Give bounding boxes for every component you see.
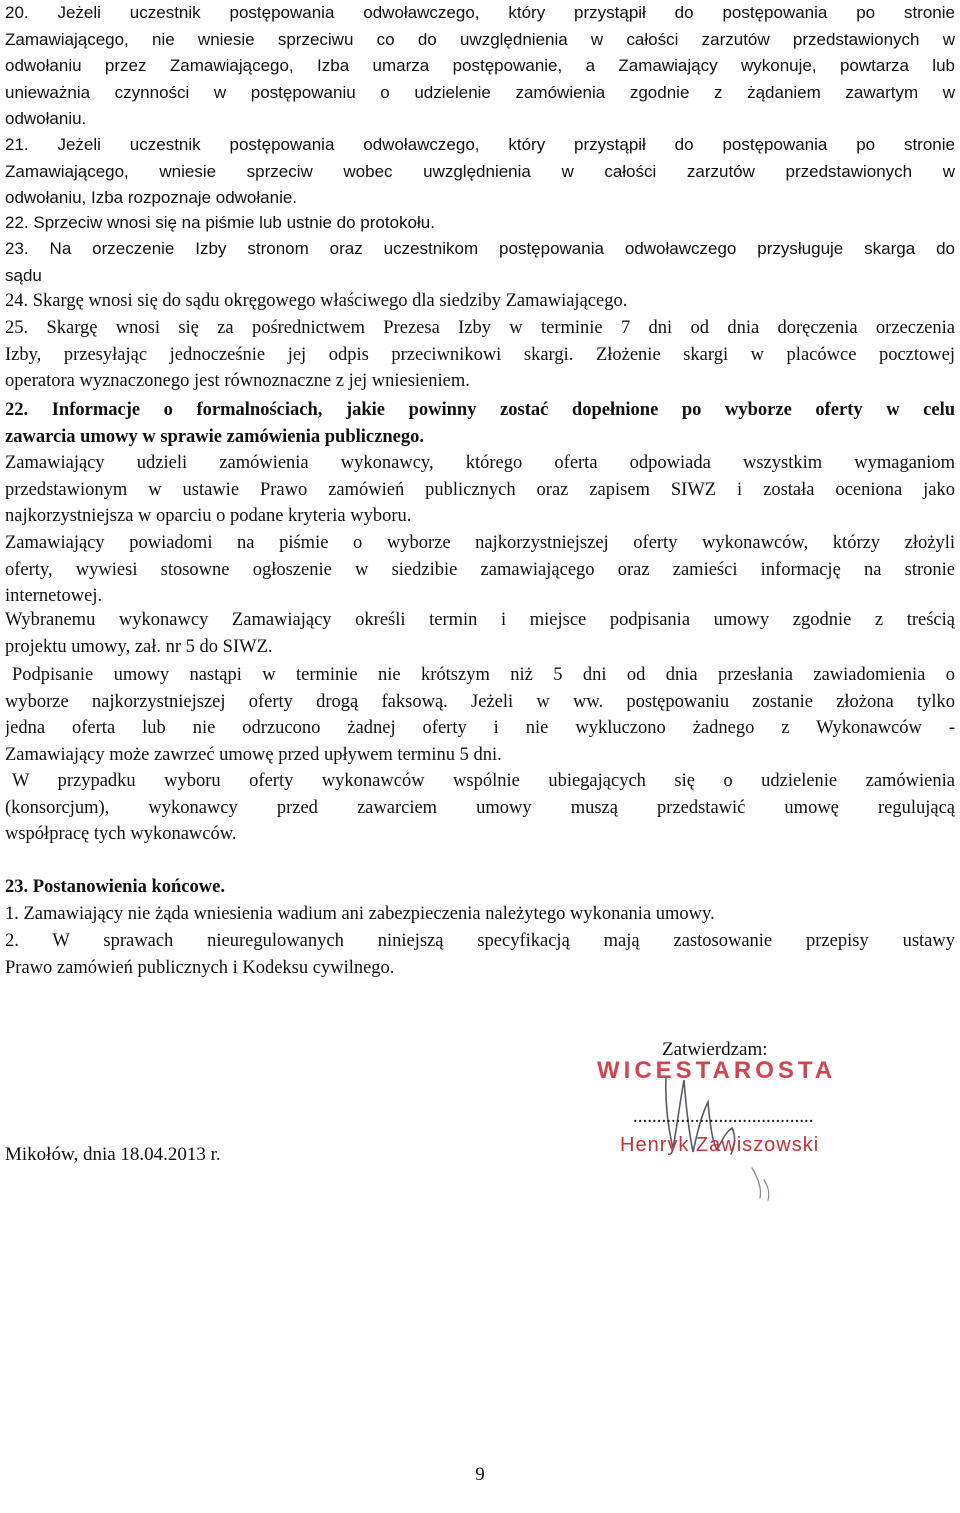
paragraph	[5, 450, 955, 530]
paragraph	[5, 901, 955, 928]
paragraph	[5, 210, 955, 237]
paragraph	[5, 928, 955, 981]
text-line: 22. Informacje o formalnościach, jakie powinny zostać dopełnione po wyborze oferty w celu	[5, 400, 955, 420]
approval-label: Zatwierdzam:	[662, 1039, 768, 1060]
text-line: 24. Skargę wnosi się do sądu okręgowego właściwego dla siedziby Zamawiającego.	[5, 291, 628, 311]
text-line: internetowej.	[5, 586, 103, 606]
paragraph	[5, 768, 955, 848]
text-line: 22. Sprzeciw wnosi się na piśmie lub ustnie do protokołu.	[5, 213, 435, 232]
paragraph	[5, 315, 955, 395]
office-stamp: WICESTAROSTA	[597, 1057, 837, 1084]
signer-name: Henryk Zawiszowski	[620, 1134, 820, 1156]
page-number: 9	[475, 1464, 485, 1485]
text-line: zawarcia umowy w sprawie zamówienia publicznego.	[5, 426, 424, 447]
text-line: Wybranemu wykonawcy Zamawiający określi termin i miejsce podpisania umowy zgodnie z treścią	[5, 610, 955, 630]
signature-line: ......................................	[633, 1106, 814, 1127]
signature-flourish	[752, 1168, 769, 1200]
text-line: przedstawionym w ustawie Prawo zamówień publicznych oraz zapisem SIWZ i została oceniona jako	[5, 479, 955, 500]
text-line: 23. Na orzeczenie Izby stronom oraz uczestnikom postępowania odwoławczego przysługuje skarga do	[5, 239, 955, 258]
text-line: Zamawiający udzieli zamówienia wykonawcy, którego oferta odpowiada wszystkim wymaganiom	[5, 453, 955, 473]
text-line: Zamawiający może zawrzeć umowę przed upływem terminu 5 dni.	[5, 744, 502, 765]
text-line: odwołaniu.	[5, 109, 87, 128]
text-line: sądu	[5, 265, 42, 285]
text-line: wyborze najkorzystniejszej oferty drogą faksową. Jeżeli w ww. postępowaniu zostanie złożona tylko	[5, 691, 955, 712]
document-date: Mikołów, dnia 18.04.2013 r.	[5, 1144, 221, 1165]
text-line: Izby, przesyłając jednocześnie jej odpis przeciwnikowi skargi. Złożenie skargi w placówce pocztowej	[5, 344, 955, 365]
paragraph	[5, 132, 955, 212]
text-line: Zamawiającego, wniesie sprzeciw wobec uwzględnienia w całości zarzutów przedstawionych w	[5, 161, 955, 181]
text-line: 1. Zamawiający nie żąda wniesienia wadium ani zabezpieczenia należytego wykonania umowy.	[5, 904, 715, 924]
text-line: 2. W sprawach nieuregulowanych niniejszą specyfikacją mają zastosowanie przepisy ustawy	[5, 931, 955, 951]
paragraph	[5, 0, 955, 133]
text-line: projektu umowy, zał. nr 5 do SIWZ.	[5, 636, 273, 657]
text-line: jedna oferta lub nie odrzucono żadnej oferty i nie wykluczono żadnego z Wykonawców -	[5, 718, 955, 738]
text-line: oferty, wywiesi stosowne ogłoszenie w siedzibie zamawiającego oraz zamieści informację na stronie	[5, 559, 955, 580]
paragraph	[5, 662, 955, 768]
section-heading	[5, 874, 955, 901]
text-line: Zamawiającego, nie wniesie sprzeciwu co do uwzględnienia w całości zarzutów przedstawionych w	[5, 29, 955, 49]
text-line: Zamawiający powiadomi na piśmie o wyborze najkorzystniejszej oferty wykonawców, którzy złożyli	[5, 533, 955, 553]
paragraph	[5, 530, 955, 610]
text-line: odwołaniu, Izba rozpoznaje odwołanie.	[5, 188, 298, 207]
text-line: 23. Postanowienia końcowe.	[5, 877, 225, 897]
text-line: operatora wyznaczonego jest równoznaczne z jej wniesieniem.	[5, 371, 470, 391]
text-line: 20. Jeżeli uczestnik postępowania odwoławczego, który przystąpił do postępowania po stronie	[5, 3, 955, 22]
text-line: 21. Jeżeli uczestnik postępowania odwoławczego, który przystąpił do postępowania po stronie	[5, 135, 955, 154]
section-heading	[5, 397, 955, 450]
paragraph	[5, 288, 955, 315]
text-line: W przypadku wyboru oferty wykonawców wspólnie ubiegających się o udzielenie zamówienia	[12, 771, 955, 791]
text-line: Prawo zamówień publicznych i Kodeksu cywilnego.	[5, 957, 395, 978]
text-line: współpracę tych wykonawców.	[5, 824, 237, 844]
text-line: 25. Skargę wnosi się za pośrednictwem Prezesa Izby w terminie 7 dni od dnia doręczenia orzeczenia	[5, 318, 955, 338]
text-line: Podpisanie umowy nastąpi w terminie nie krótszym niż 5 dni od dnia przesłania zawiadomienia o	[12, 665, 955, 685]
text-line: odwołaniu przez Zamawiającego, Izba umarza postępowanie, a Zamawiający wykonuje, powtarza lub	[5, 56, 955, 75]
document-body	[5, 0, 955, 1000]
text-line: najkorzystniejsza w oparciu o podane kryteria wyboru.	[5, 506, 412, 526]
text-line: unieważnia czynności w postępowaniu o udzielenie zamówienia zgodnie z żądaniem zawartym w	[5, 82, 955, 102]
text-line: (konsorcjum), wykonawcy przed zawarciem umowy muszą przedstawić umowę regulującą	[5, 797, 955, 818]
paragraph	[5, 236, 955, 289]
paragraph	[5, 607, 955, 660]
